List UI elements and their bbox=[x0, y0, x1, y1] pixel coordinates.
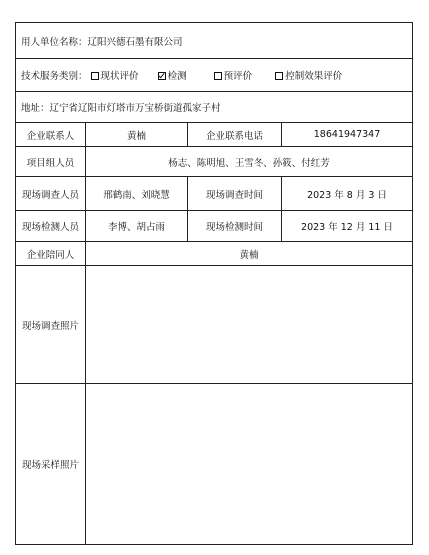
service-types-cell bbox=[16, 59, 413, 92]
survey-people-label: 现场调查人员 bbox=[16, 177, 86, 211]
team-label: 项目组人员 bbox=[16, 147, 86, 177]
option-control-effect-evaluation[interactable] bbox=[275, 68, 342, 82]
survey-time: 2023 年 8 月 3 日 bbox=[282, 177, 413, 211]
option-status-evaluation[interactable] bbox=[91, 68, 139, 82]
row-contact bbox=[16, 123, 413, 147]
testing-people: 李博、胡占雨 bbox=[86, 211, 188, 242]
row-escort bbox=[16, 242, 413, 266]
row-sampling-photos bbox=[16, 384, 413, 545]
row-unit bbox=[16, 23, 413, 59]
row-testing bbox=[16, 211, 413, 242]
escort-name: 黄楠 bbox=[86, 242, 413, 266]
address-label: 地址： bbox=[21, 103, 50, 114]
survey-people: 邢鹤南、刘晓慧 bbox=[86, 177, 188, 211]
row-survey-photos bbox=[16, 266, 413, 384]
option-label: 现状评价 bbox=[100, 71, 139, 82]
unit-name: 辽阳兴德石墨有限公司 bbox=[87, 36, 183, 48]
option-pre-evaluation[interactable] bbox=[214, 68, 253, 82]
sampling-photos-label: 现场采样照片 bbox=[16, 384, 86, 545]
address-value: 辽宁省辽阳市灯塔市万宝桥街道孤家子村 bbox=[49, 103, 221, 114]
contact-phone-label: 企业联系电话 bbox=[188, 123, 282, 147]
testing-time-label: 现场检测时间 bbox=[188, 211, 282, 242]
checkbox-empty-icon[interactable] bbox=[275, 72, 283, 80]
service-types-label: 技术服务类别： bbox=[21, 71, 88, 82]
row-service-types bbox=[16, 59, 413, 92]
unit-label: 用人单位名称： bbox=[21, 36, 88, 48]
contact-phone: 18641947347 bbox=[282, 123, 413, 147]
row-survey bbox=[16, 177, 413, 211]
unit-cell bbox=[16, 23, 413, 59]
option-testing[interactable] bbox=[158, 68, 187, 82]
testing-people-label: 现场检测人员 bbox=[16, 211, 86, 242]
team-members: 杨志、陈明旭、王雪冬、孙筱、付红芳 bbox=[86, 147, 413, 177]
option-label: 控制效果评价 bbox=[285, 71, 343, 82]
site-survey-form bbox=[15, 22, 413, 545]
address-cell bbox=[16, 92, 413, 123]
testing-time: 2023 年 12 月 11 日 bbox=[282, 211, 413, 242]
survey-time-label: 现场调查时间 bbox=[188, 177, 282, 211]
escort-label: 企业陪同人 bbox=[16, 242, 86, 266]
checkbox-empty-icon[interactable] bbox=[91, 72, 99, 80]
survey-photos-area bbox=[86, 266, 413, 384]
option-label: 预评价 bbox=[223, 71, 253, 82]
survey-photos-label: 现场调查照片 bbox=[16, 266, 86, 384]
checkbox-checked-icon[interactable] bbox=[158, 72, 166, 80]
option-label: 检测 bbox=[167, 71, 187, 82]
checkbox-empty-icon[interactable] bbox=[214, 72, 222, 80]
row-address bbox=[16, 92, 413, 123]
contact-label: 企业联系人 bbox=[16, 123, 86, 147]
sampling-photos-area bbox=[86, 384, 413, 545]
contact-name: 黄楠 bbox=[86, 123, 188, 147]
row-team bbox=[16, 147, 413, 177]
